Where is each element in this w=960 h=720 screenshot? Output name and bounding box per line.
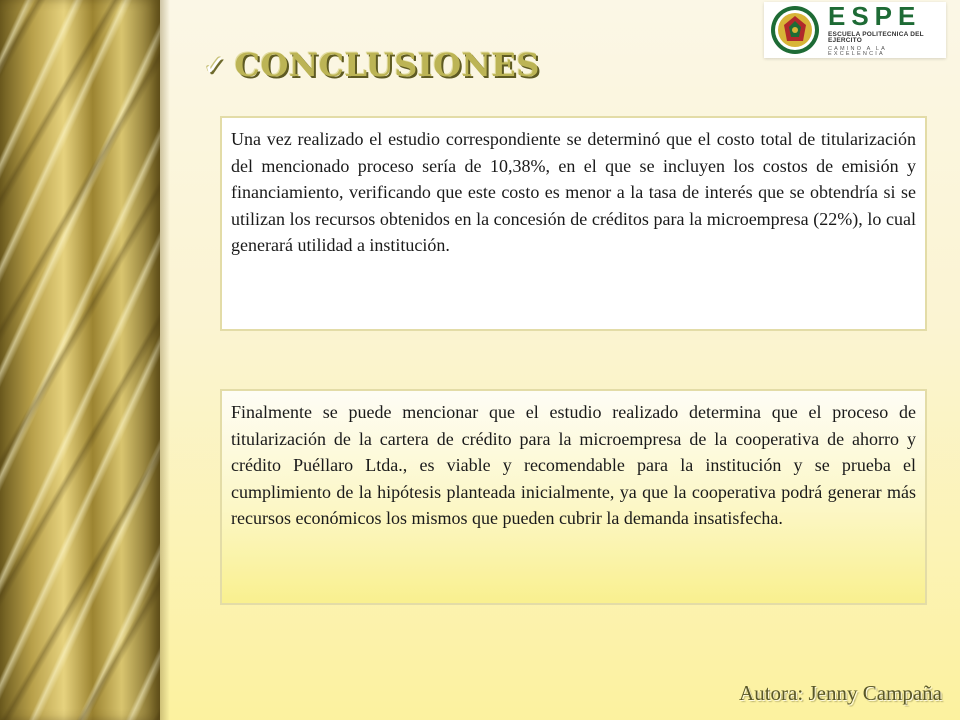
slide-title: CONCLUSIONES: [234, 46, 540, 84]
band-edge-shadow: [160, 0, 170, 720]
author-credit: Autora: Jenny Campaña: [739, 681, 942, 705]
band-stripes: [0, 0, 160, 720]
conclusion-box-2: Finalmente se puede mencionar que el estudio realizado determina que el proceso de titularización de la cartera de crédito para la microempresa de la cooperativa de ahorro y crédito Puéllaro Ltda., es viable y recomendable para la institución y se prueba el cumplimiento de la hipótesis planteada inicialmente, ya que la cooperativa podrá generar más recursos económicos los mismos que pueden cubrir la demanda insatisfecha.: [220, 389, 927, 605]
check-icon: ✓: [203, 48, 227, 82]
logo-name: ESPE: [828, 0, 922, 31]
espe-seal-icon: [770, 5, 820, 55]
decorative-left-band: [0, 0, 160, 720]
slide-title-row: [203, 46, 540, 84]
conclusion-box-1: Una vez realizado el estudio correspondiente se determinó que el costo total de titularización del mencionado proceso sería de 10,38%, en el que se incluyen los costos de emisión y financiamiento, verificando que este costo es menor a la tasa de interés que se obtendría si se utilizan los recursos obtenidos en la concesión de créditos para la microempresa (22%), lo cual generará utilidad a institución.: [220, 116, 927, 331]
logo-tagline: CAMINO A LA EXCELENCIA: [828, 45, 887, 57]
logo-subtitle: ESCUELA POLITECNICA DEL EJERCITO: [828, 30, 924, 44]
espe-logo: [764, 2, 946, 58]
